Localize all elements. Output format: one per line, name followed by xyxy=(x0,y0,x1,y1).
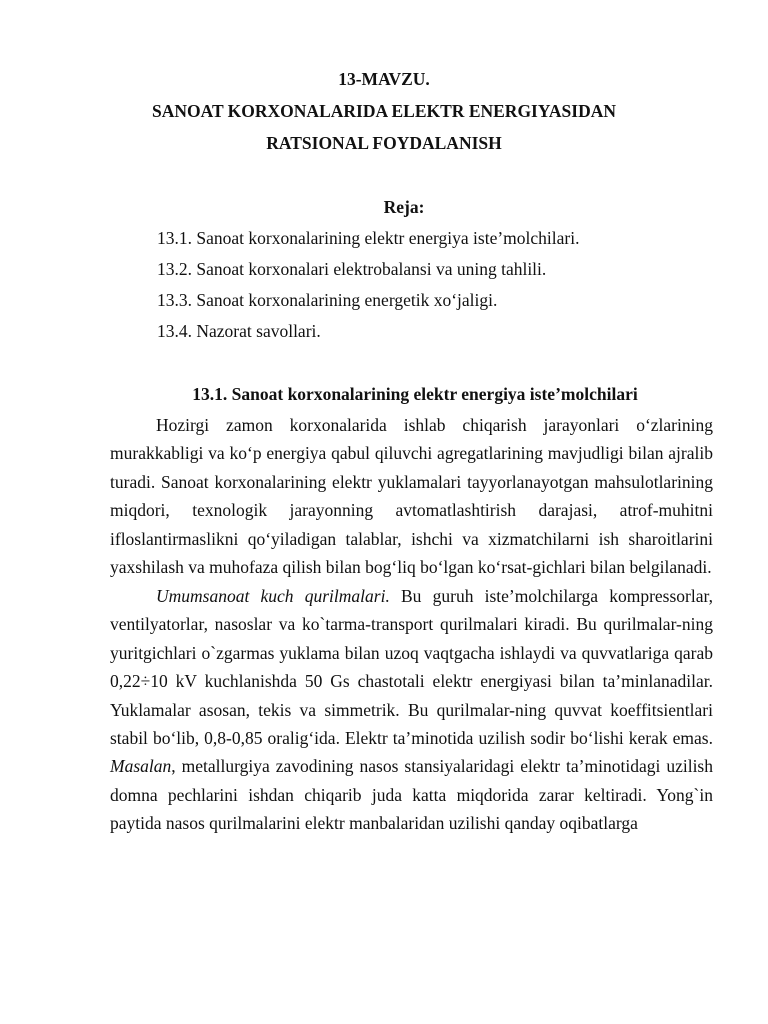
plan-heading: Reja: xyxy=(383,197,425,217)
section-heading: 13.1. Sanoat korxonalarining elektr energiya iste’molchilari xyxy=(192,384,638,404)
italic-lead: Umumsanoat kuch qurilmalari. xyxy=(156,585,390,606)
topic-number: 13-MAVZU. xyxy=(338,69,430,89)
paragraph-text: Bu guruh iste’molchilarga kompressorlar, ventilyatorlar, nasoslar va ko`tarma-transport qurilmalari kiradi. Bu qurilmalar-ning yuritgichlari o`zgarmas yuklama bilan uzoq vaqtgacha ishlaydi va quvvatlariga qarab 0,22÷10 kV kuchlanishda 50 Gs chastotali elektr energiyasi bilan ta’minlanadilar. Yuklamalar asosan, tekis va simmetrik. Bu qurilmalar-ning quvvat koeffitsientlari stabil bo‘lib, 0,8-0,85 oralig‘ida. Elektr ta’minotida uzilish sodir bo‘lishi kerak emas. xyxy=(110,585,713,748)
paragraph xyxy=(110,411,713,582)
plan-item: 13.4. Nazorat savollari. xyxy=(157,321,321,341)
paragraph-text: Hozirgi zamon korxonalarida ishlab chiqarish jarayonlari o‘zlarining murakkabligi va ko‘p energiya qabul qiluvchi agregatlarining mavjudligi bilan ajralib turadi. Sanoat korxonalarining elektr yuklamalari tayyorlanayotgan mahsulotlarining miqdori, texnologik jarayonning avtomatlashtirish darajasi, atrof-muhitni ifloslantirmaslikni qo‘yiladigan talablar, ishchi va xizmatchilarni ish sharoitlarini yaxshilash va muhofaza qilish bilan bog‘liq bo‘lgan ko‘rsat-gichlari bilan belgilanadi. xyxy=(110,415,713,578)
document-title-line2: RATSIONAL FOYDALANISH xyxy=(266,133,502,153)
paragraph xyxy=(110,582,713,838)
document-title-line1: SANOAT KORXONALARIDA ELEKTR ENERGIYASIDAN xyxy=(151,101,616,121)
plan-item: 13.2. Sanoat korxonalari elektrobalansi va uning tahlili. xyxy=(157,259,547,279)
paragraph-text: , metallurgiya zavodining nasos stansiyalaridagi elektr ta’minotidagi uzilish domna pechlarini ishdan chiqarib juda katta miqdorida zarar keltiradi. Yong`in paytida nasos qurilmalarini elektr manbalaridan uzilishi qanday oqibatlarga xyxy=(110,756,713,834)
italic-term: Masalan xyxy=(110,756,172,777)
plan-item: 13.1. Sanoat korxonalarining elektr energiya iste’molchilari. xyxy=(157,228,580,248)
plan-item: 13.3. Sanoat korxonalarining energetik xo‘jaligi. xyxy=(157,290,498,310)
section-body xyxy=(110,411,713,838)
